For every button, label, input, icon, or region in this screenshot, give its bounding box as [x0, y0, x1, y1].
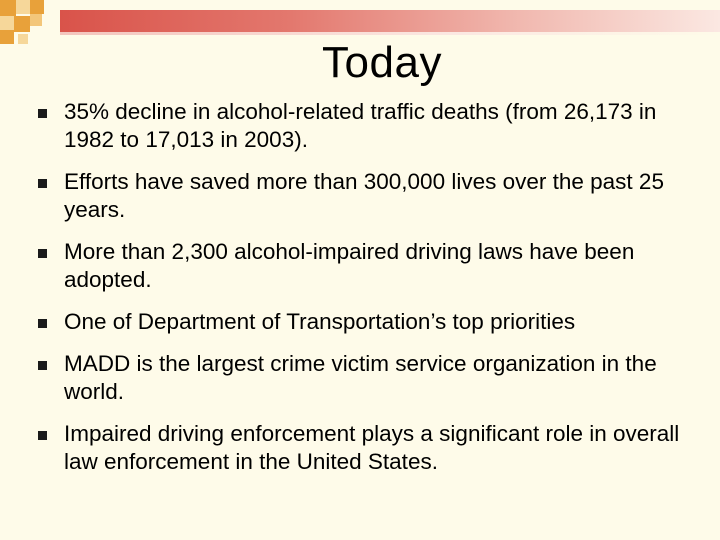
square-bullet-icon [38, 109, 47, 118]
decorative-square [30, 14, 42, 26]
bullet-text: One of Department of Transportation’s top priorities [64, 309, 576, 334]
square-bullet-icon [38, 179, 47, 188]
square-bullet-icon [38, 319, 47, 328]
bullet-item [38, 168, 688, 224]
decorative-square [16, 0, 30, 14]
slide-title: Today [322, 38, 442, 87]
decorative-square [14, 16, 30, 32]
header-bar-stripe [60, 32, 720, 35]
decorative-square [0, 0, 16, 16]
bullet-item [38, 238, 688, 294]
bullet-item [38, 350, 688, 406]
decorative-square [0, 16, 14, 30]
square-bullet-icon [38, 361, 47, 370]
bullet-text: 35% decline in alcohol-related traffic deaths (from 26,173 in 1982 to 17,013 in 2003). [64, 99, 657, 152]
bullet-item [38, 308, 688, 336]
decorative-square [30, 0, 44, 14]
bullet-text: More than 2,300 alcohol-impaired driving laws have been adopted. [64, 239, 635, 292]
header-bar [60, 10, 720, 32]
bullet-item [38, 420, 688, 476]
bullet-item [38, 98, 688, 154]
bullet-list [38, 98, 688, 476]
square-bullet-icon [38, 431, 47, 440]
bullet-text: MADD is the largest crime victim service organization in the world. [64, 351, 657, 404]
square-bullet-icon [38, 249, 47, 258]
bullet-text: Efforts have saved more than 300,000 lives over the past 25 years. [64, 169, 664, 222]
bullet-text: Impaired driving enforcement plays a significant role in overall law enforcement in the United States. [64, 421, 680, 474]
